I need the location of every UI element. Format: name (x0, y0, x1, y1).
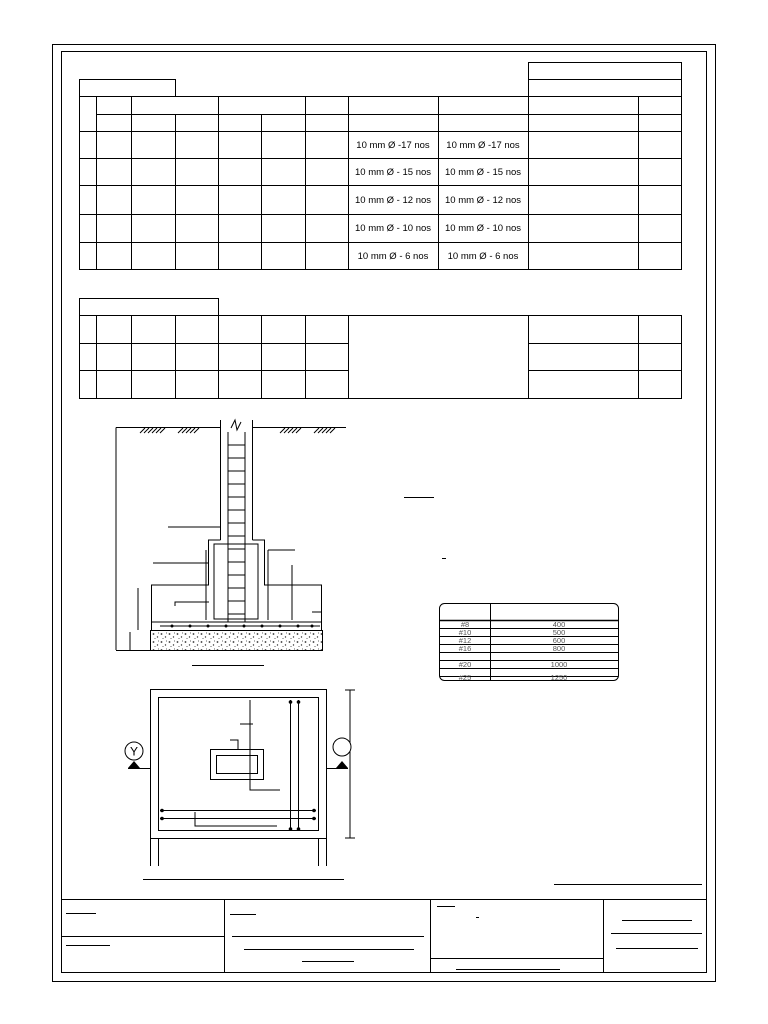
plan-bar-ends (160, 700, 316, 831)
rebar-cell: 10 mm Ø - 6 nos (357, 251, 429, 262)
rebar-cell: 10 mm Ø - 12 nos (354, 195, 432, 206)
inner-border (62, 52, 707, 973)
rebar-cell: 10 mm Ø -17 nos (446, 140, 520, 151)
bar-size: #10 (458, 628, 472, 637)
rebar-cell: 10 mm Ø - 12 nos (444, 195, 522, 206)
lap-length: 1250 (550, 673, 568, 682)
bar-size: #25 (458, 673, 472, 682)
lap-length: 600 (552, 636, 566, 645)
footing-plan-drawing (143, 690, 355, 880)
lap-length: 1000 (550, 660, 568, 669)
column-schedule-table (80, 299, 682, 399)
lap-length: 800 (552, 644, 566, 653)
rebar-cell: 10 mm Ø -17 nos (356, 140, 430, 151)
section-marker-left (125, 742, 150, 769)
lap-length: 400 (552, 620, 566, 629)
footing-section-drawing (116, 420, 346, 666)
bar-size: #12 (458, 636, 472, 645)
bar-size: #16 (458, 644, 472, 653)
bar-size: #20 (458, 660, 472, 669)
rebar-cell: 10 mm Ø - 10 nos (354, 223, 432, 234)
lap-length: 500 (552, 628, 566, 637)
rebar-cell: 10 mm Ø - 15 nos (354, 167, 432, 178)
column-symbol-label: Y (129, 744, 139, 759)
rebar-cell: 10 mm Ø - 6 nos (447, 251, 519, 262)
bar-size: #8 (460, 620, 470, 629)
title-block (62, 900, 707, 973)
rebar-cell: 10 mm Ø - 10 nos (444, 223, 522, 234)
section-marker-right (326, 738, 351, 769)
rebar-cell: 10 mm Ø - 15 nos (444, 167, 522, 178)
footing-schedule-table (80, 63, 682, 270)
